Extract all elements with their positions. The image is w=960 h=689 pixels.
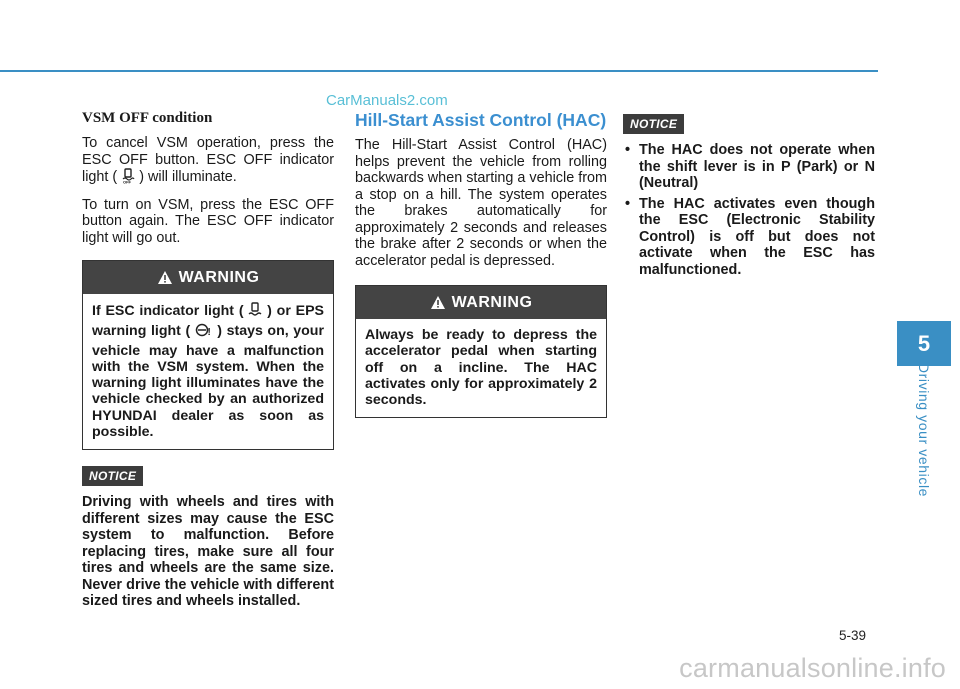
warning-triangle-icon	[157, 264, 173, 297]
notice-tires-paragraph: Driving with wheels and tires with different sizes may cause the ESC system to malfunction. Before replacing tires, make sure all four tires and wheels are the same size. Never drive the vehicle with different sized tires and wheels installed.	[82, 494, 334, 610]
esc-off-icon	[121, 168, 135, 189]
hac-section-title: Hill-Start Assist Control (HAC)	[355, 110, 607, 130]
warning-text-b: ) or EPS warning light (	[92, 303, 325, 340]
warning-triangle-icon	[430, 289, 446, 322]
warning-header	[83, 261, 333, 294]
para1-text-a: To cancel VSM operation, press the ESC OFF button. ESC OFF indicator light (	[82, 135, 334, 185]
esc-indicator-icon	[248, 302, 262, 322]
warning-title: WARNING	[178, 269, 260, 286]
warning-box-hac	[355, 285, 607, 418]
svg-text:!: !	[207, 327, 211, 339]
column-middle	[355, 110, 607, 418]
notice-badge: NOTICE	[82, 466, 143, 486]
warning-header	[356, 286, 606, 319]
watermark-bottom: carmanualsonline.info	[679, 653, 946, 683]
top-rule	[0, 70, 878, 72]
vsm-off-heading: VSM OFF condition	[82, 110, 213, 126]
hac-notice-list	[623, 142, 875, 278]
warning-box-vsm	[82, 260, 334, 450]
vsm-cancel-paragraph	[82, 135, 334, 189]
hac-description: The Hill-Start Assist Control (HAC) helps prevent the vehicle from rolling backwards when starting a vehicle from a stop on a hill. The system operates the brakes automatically for approximately 2 seconds and releases the brake after 2 seconds or when the accelerator pedal is depressed.	[355, 137, 607, 269]
list-item: • The HAC does not operate when the shift lever is in P (Park) or N (Neutral)	[623, 142, 875, 192]
warning-body	[83, 294, 333, 449]
chapter-number-tab: 5	[897, 321, 951, 366]
column-left	[82, 110, 334, 618]
list-item: • The HAC activates even though the ESC (Electronic Stability Control) is off but does not activate when the ESC has malfunctioned.	[623, 196, 875, 279]
eps-warning-icon	[195, 322, 213, 342]
vsm-turn-on-paragraph: To turn on VSM, press the ESC OFF button again. The ESC OFF indicator light will go out.	[82, 196, 334, 246]
warning-title: WARNING	[451, 294, 533, 311]
warning-body: Always be ready to depress the accelerator pedal when starting off on a incline. The HAC activates only for approximately 2 seconds.	[365, 327, 597, 409]
page-number: 5-39	[839, 628, 867, 643]
warning-text-a: If ESC indicator light (	[92, 303, 244, 319]
notice-badge: NOTICE	[623, 114, 684, 134]
column-right	[623, 98, 875, 282]
watermark-top: CarManuals2.com	[326, 92, 448, 109]
para1-text-b: ) will illuminate.	[139, 169, 237, 185]
warning-text-c: ) stays on, your vehicle may have a malfunction with the VSM system. When the warning light illuminates have the vehicle checked by an authorized HYUNDAI dealer as soon as possible.	[92, 323, 324, 441]
chapter-label: Driving your vehicle	[916, 362, 932, 498]
svg-text:OFF: OFF	[123, 179, 132, 184]
